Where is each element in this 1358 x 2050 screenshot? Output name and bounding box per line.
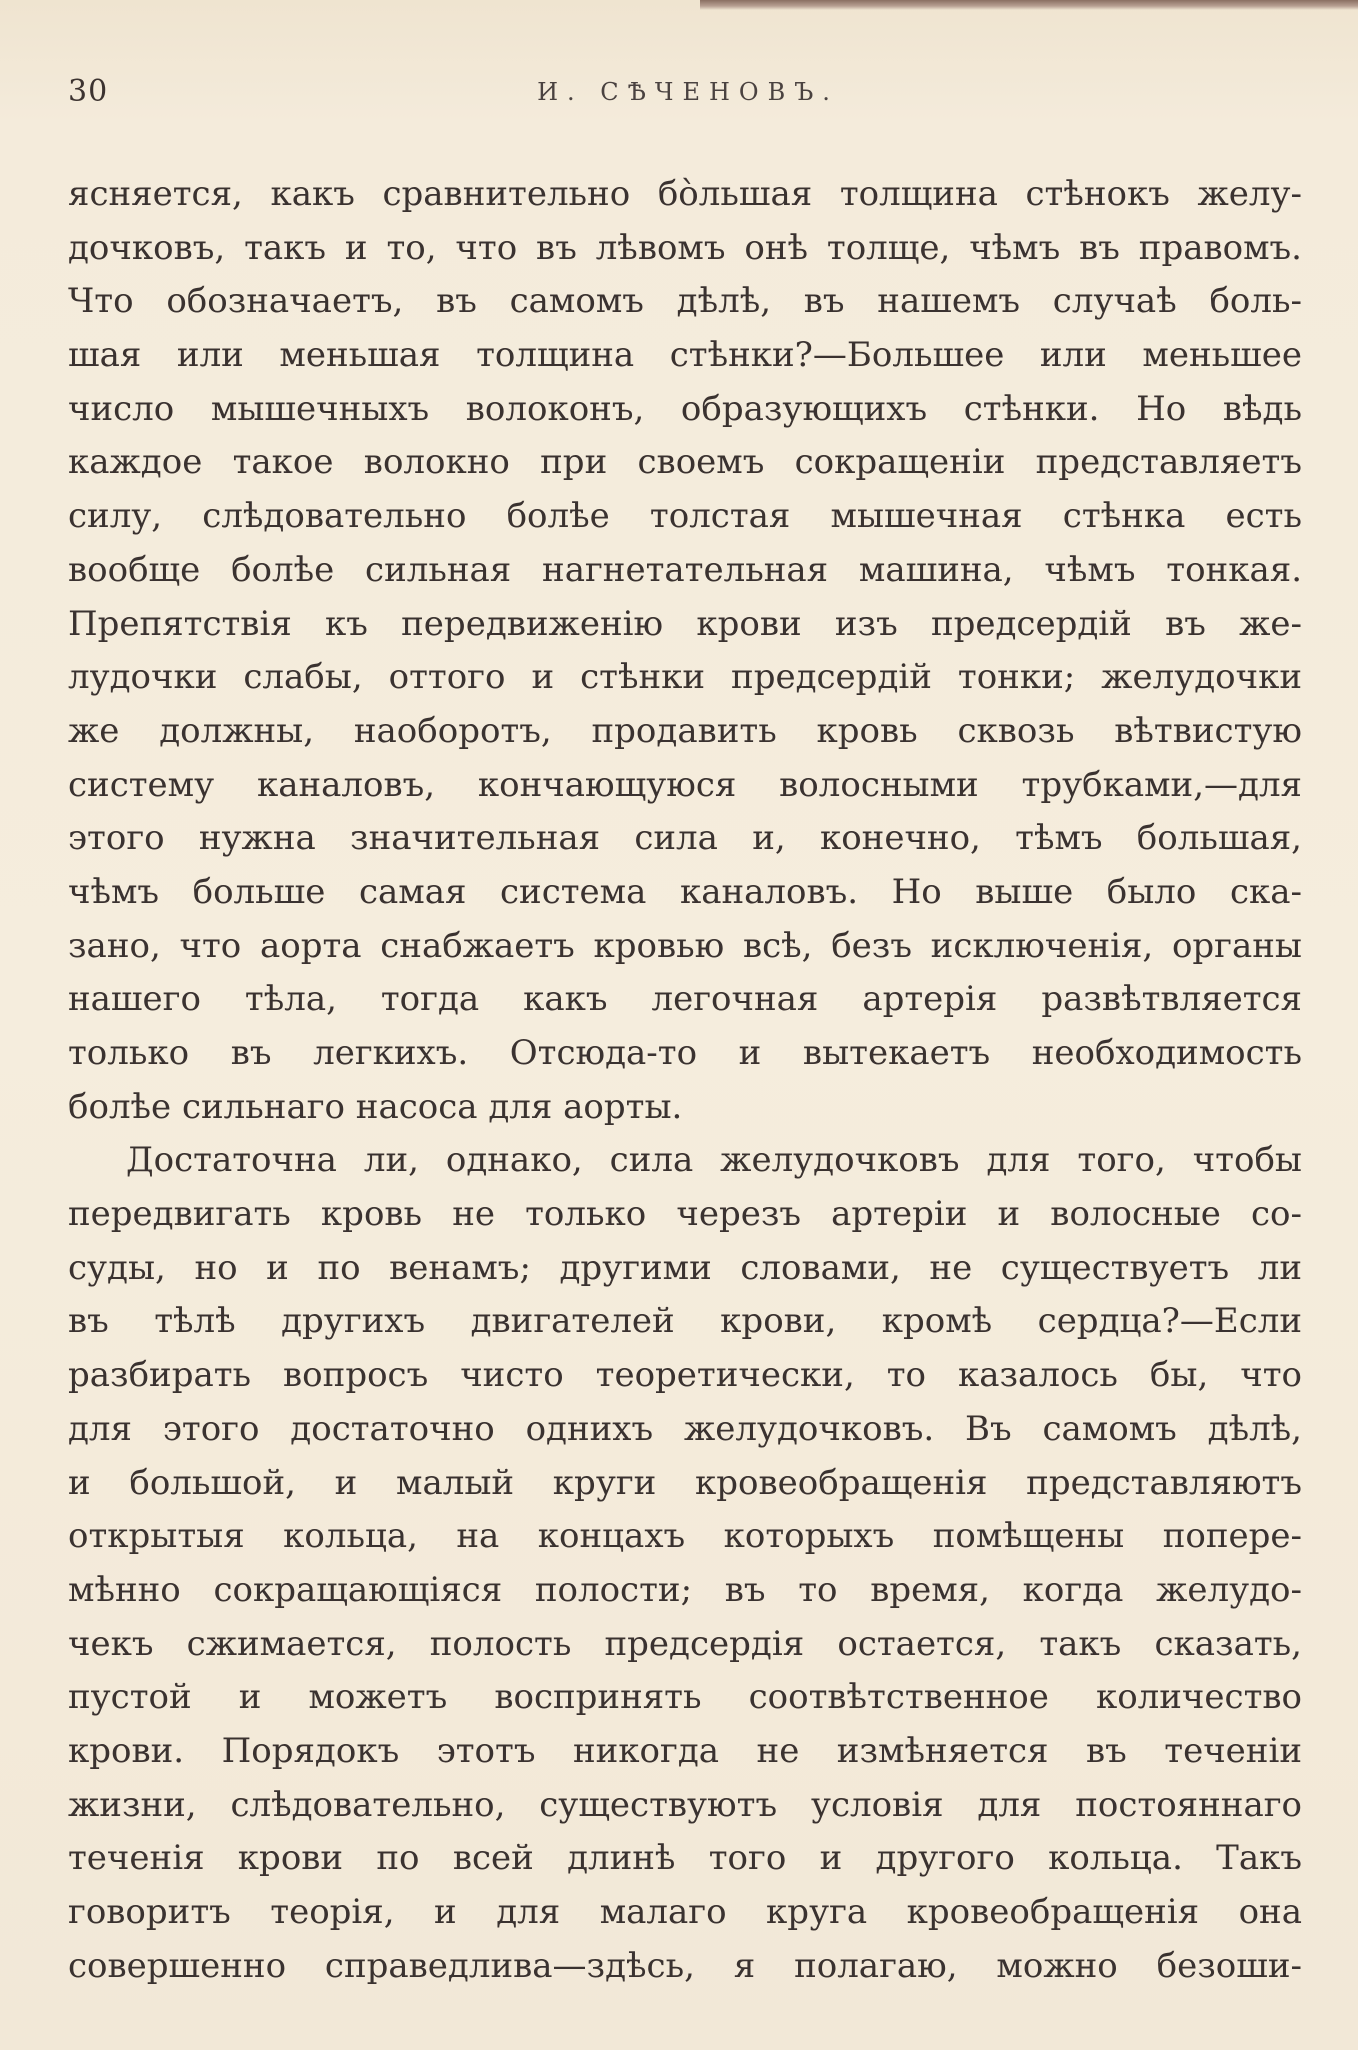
text-line: Препятствiя къ передвиженiю крови изъ предсердiй въ же- [68,603,1302,644]
text-line: и большой, и малый круги кровеобращенiя представляютъ [68,1462,1302,1503]
text-line: жизни, слѣдовательно, существуютъ условiя для постояннаго [68,1784,1302,1825]
text-line: пустой и можетъ воспринять соотвѣтственное количество [68,1677,1302,1718]
page-edge-stain [700,0,1358,10]
text-line: только въ легкихъ. Отсюда-то и вытекаетъ необходимость [68,1033,1302,1073]
text-line: открытыя кольца, на концахъ которыхъ помѣщены попере- [68,1516,1302,1557]
body-text [68,168,1302,1993]
running-head: И. СѢЧЕНОВЪ. [537,78,839,106]
text-line: систему каналовъ, кончающуюся волосными трубками,—для [68,764,1302,805]
text-line: крови. Порядокъ этотъ никогда не измѣняется въ теченiи [68,1730,1302,1771]
text-line: мѣнно сокращающiяся полости; въ то время, когда желудо- [68,1569,1302,1610]
text-line: же должны, наоборотъ, продавить кровь сквозь вѣтвистую [68,710,1302,751]
text-line: совершенно справедлива—здѣсь, я полагаю, можно безоши- [68,1945,1302,1986]
text-line: Что обозначаетъ, въ самомъ дѣлѣ, въ нашемъ случаѣ боль- [68,281,1302,322]
text-line: число мышечныхъ волоконъ, образующихъ стѣнки. Но вѣдь [68,388,1302,429]
text-line: каждое такое волокно при своемъ сокращенiи представляетъ [68,442,1302,483]
text-line: ясняется, какъ сравнительно бо̀льшая толщина стѣнокъ желу- [68,174,1302,214]
text-line: зано, что аорта снабжаетъ кровью всѣ, безъ исключенiя, органы [68,925,1302,966]
text-line: теченiя крови по всей длинѣ того и другого кольца. Такъ [68,1838,1302,1879]
text-line: суды, но и по венамъ; другими словами, не существуетъ ли [68,1247,1302,1288]
text-line: силу, слѣдовательно болѣе толстая мышечная стѣнка есть [68,496,1302,537]
text-line: дочковъ, такъ и то, что въ лѣвомъ онѣ толще, чѣмъ въ правомъ. [68,227,1302,268]
text-line: чѣмъ больше самая система каналовъ. Но выше было ска- [68,871,1302,912]
text-line: нашего тѣла, тогда какъ легочная артерiя развѣтвляется [68,979,1302,1020]
text-line: въ тѣлѣ другихъ двигателей крови, кромѣ сердца?—Если [68,1301,1302,1342]
text-line: для этого достаточно однихъ желудочковъ. Въ самомъ дѣлѣ, [68,1408,1302,1449]
paragraph-first-line: Достаточна ли, однако, сила желудочковъ для того, чтобы [126,1140,1302,1181]
text-line: шая или меньшая толщина стѣнки?—Большее или меньшее [68,335,1302,376]
text-line: разбирать вопросъ чисто теоретически, то казалось бы, что [68,1355,1302,1396]
text-line: лудочки слабы, оттого и стѣнки предсердiй тонки; желудочки [68,657,1302,698]
text-line: чекъ сжимается, полость предсердiя остается, такъ сказать, [68,1623,1302,1664]
text-line: передвигать кровь не только черезъ артерiи и волосные со- [68,1194,1302,1235]
text-line: вообще болѣе сильная нагнетательная машина, чѣмъ тонкая. [68,549,1302,590]
page-header [68,74,1308,118]
paragraph-end-line: болѣе сильнаго насоса для аорты. [68,1086,683,1127]
text-line: говоритъ теорiя, и для малаго круга кровеобращенiя она [68,1892,1302,1932]
page-number: 30 [68,74,109,109]
text-line: этого нужна значительная сила и, конечно, тѣмъ большая, [68,818,1302,859]
